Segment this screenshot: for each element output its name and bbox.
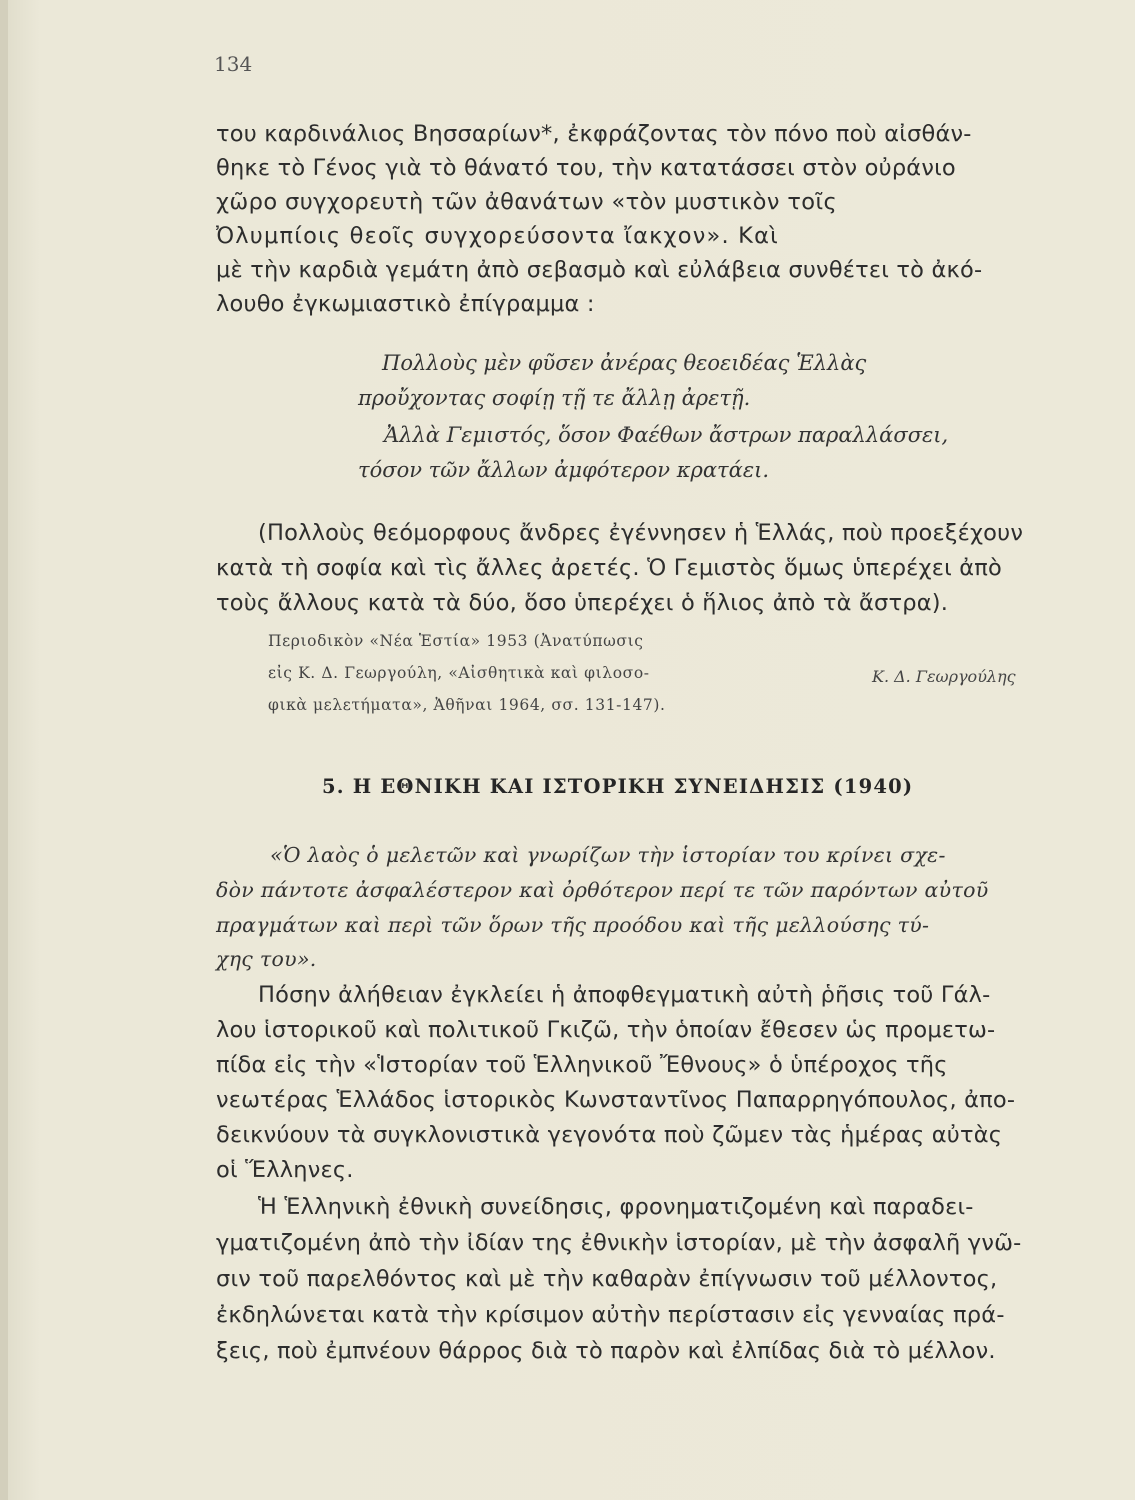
text-line: ξεις, ποὺ ἐμπνέουν θάρρος διὰ τὸ παρὸν καὶ ἐλπίδας διὰ τὸ μέλλον.	[216, 1338, 996, 1364]
source-line: Περιοδικὸν «Νέα Ἑστία» 1953 (Ἀνατύπωσις	[268, 632, 644, 650]
quote-line: δὸν πάντοτε ἀσφαλέστερον καὶ ὀρθότερον περί τε τῶν παρόντων αὐτοῦ	[216, 878, 989, 902]
epigram-line: προὔχοντας σοφίῃ τῇ τε ἄλλῃ ἀρετῇ.	[358, 386, 751, 410]
quote-line: «Ὁ λαὸς ὁ μελετῶν καὶ γνωρίζων τὴν ἱστορίαν του κρίνει σχε-	[270, 843, 946, 867]
text-line: θηκε τὸ Γένος γιὰ τὸ θάνατό του, τὴν κατατάσσει στὸν οὐράνιο	[216, 155, 956, 181]
text-line: ἐκδηλώνεται κατὰ τὴν κρίσιμον αὐτὴν περίστασιν εἰς γενναίας πρά-	[216, 1302, 1005, 1328]
text-line: λου ἱστορικοῦ καὶ πολιτικοῦ Γκιζῶ, τὴν ὁποίαν ἔθεσεν ὡς προμετω-	[216, 1017, 996, 1043]
text-line: Πόσην ἀλήθειαν ἐγκλείει ἡ ἀποφθεγματικὴ αὐτὴ ῥῆσις τοῦ Γάλ-	[258, 982, 991, 1008]
section-heading: 5. Η ΕΘΝΙΚΗ ΚΑΙ ΙΣΤΟΡΙΚΗ ΣΥΝΕΙΔΗΣΙΣ (1940)	[322, 775, 914, 798]
source-line: εἰς Κ. Δ. Γεωργούλη, «Αἰσθητικὰ καὶ φιλοσο-	[268, 664, 650, 682]
page-number: 134	[214, 52, 253, 76]
text-line: του καρδινάλιος Βησσαρίων*, ἐκφράζοντας τὸν πόνο ποὺ αἰσθάν-	[216, 121, 972, 147]
quote-line: πραγμάτων καὶ περὶ τῶν ὅρων τῆς προόδου καὶ τῆς μελλούσης τύ-	[216, 913, 930, 937]
page-fold	[0, 0, 8, 1500]
text-line: Ὀλυμπίοις θεοῖς συγχορεύσοντα ἴακχον». Καὶ	[216, 223, 779, 249]
text-line: σιν τοῦ παρελθόντος καὶ μὲ τὴν καθαρὰν ἐπίγνωσιν τοῦ μέλλοντος,	[216, 1266, 998, 1292]
epigram-line: Πολλοὺς μὲν φῦσεν ἀνέρας θεοειδέας Ἑλλὰς	[382, 351, 867, 375]
translation-line: κατὰ τὴ σοφία καὶ τὶς ἄλλες ἀρετές. Ὁ Γεμιστὸς ὅμως ὑπερέχει ἀπὸ	[216, 555, 1003, 581]
author-signature: Κ. Δ. Γεωργούλης	[872, 667, 1016, 686]
text-line: λουθο ἐγκωμιαστικὸ ἐπίγραμμα :	[216, 291, 595, 317]
source-line: φικὰ μελετήματα», Ἀθῆναι 1964, σσ. 131-147).	[268, 696, 666, 714]
epigram-line: Ἀλλὰ Γεμιστός, ὅσον Φαέθων ἄστρων παραλλάσσει,	[384, 423, 949, 447]
text-line: μὲ τὴν καρδιὰ γεμάτη ἀπὸ σεβασμὸ καὶ εὐλάβεια συνθέτει τὸ ἀκό-	[216, 257, 983, 283]
text-line: νεωτέρας Ἑλλάδος ἱστορικὸς Κωνσταντῖνος Παπαρρηγόπουλος, ἀπο-	[216, 1087, 1016, 1113]
translation-line: (Πολλοὺς θεόμορφους ἄνδρες ἐγέννησεν ἡ Ἑλλάς, ποὺ προεξέχουν	[258, 520, 1024, 546]
text-line: πίδα εἰς τὴν «Ἱστορίαν τοῦ Ἑλληνικοῦ Ἔθνους» ὁ ὑπέροχος τῆς	[216, 1052, 948, 1078]
translation-line: τοὺς ἄλλους κατὰ τὰ δύο, ὅσο ὑπερέχει ὁ ἥλιος ἀπὸ τὰ ἄστρα).	[216, 590, 949, 616]
text-line: γματιζομένη ἀπὸ τὴν ἰδίαν της ἐθνικὴν ἱστορίαν, μὲ τὴν ἀσφαλῆ γνῶ-	[216, 1230, 1022, 1256]
text-line: χῶρο συγχορευτὴ τῶν ἀθανάτων «τὸν μυστικὸν τοῖς	[216, 189, 838, 215]
quote-line: χης του».	[216, 947, 317, 971]
text-line: Ἡ Ἑλληνικὴ ἐθνικὴ συνείδησις, φρονηματιζομένη καὶ παραδει-	[258, 1194, 974, 1220]
text-line: οἱ Ἕλληνες.	[216, 1157, 354, 1183]
text-line: δεικνύουν τὰ συγκλονιστικὰ γεγονότα ποὺ ζῶμεν τὰς ἡμέρας αὐτὰς	[216, 1122, 1003, 1148]
epigram-line: τόσον τῶν ἄλλων ἀμφότερον κρατάει.	[358, 458, 769, 482]
